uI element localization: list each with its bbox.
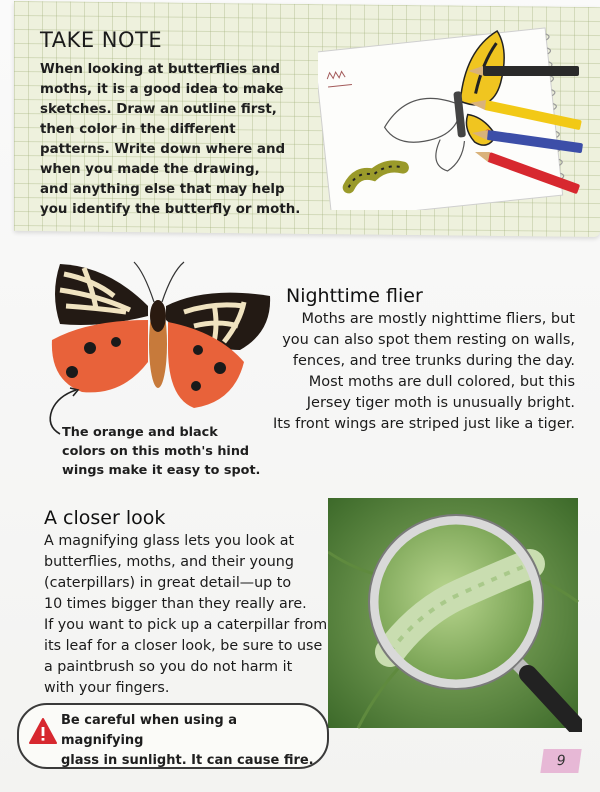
warning-line: Be careful when using a magnifying (61, 713, 238, 748)
take-note-line: When looking at butterflies and (40, 62, 280, 77)
take-note-line: moths, it is a good idea to make (40, 82, 284, 97)
nighttime-flier-title: Nighttime flier (286, 285, 423, 307)
take-note-line: and anything else that may help (40, 182, 285, 197)
take-note-line: patterns. Write down where and (40, 142, 286, 157)
take-note-line: you identify the butterfly or moth. (40, 202, 301, 217)
flier-line: Jersey tiger moth is unusually bright. (306, 395, 575, 411)
flier-line: Its front wings are striped just like a tiger. (272, 416, 575, 432)
flier-line: fences, and tree trunks during the day. (292, 353, 575, 369)
flier-line: Most moths are dull colored, but this (308, 374, 575, 390)
nighttime-flier-text (250, 309, 575, 435)
take-note-title: TAKE NOTE (40, 28, 163, 52)
warning-triangle-icon (29, 717, 57, 745)
sketchbook-illustration (318, 26, 590, 210)
caption-line: wings make it easy to spot. (62, 463, 261, 478)
closer-look-title: A closer look (44, 507, 166, 529)
flier-line: Moths are mostly nighttime fliers, but (301, 311, 575, 327)
flier-line: you can also spot them resting on walls, (282, 332, 575, 348)
warning-line: glass in sunlight. It can cause fire. (61, 753, 314, 768)
page-number: 9 (540, 749, 581, 773)
closer-line: If you want to pick up a caterpillar from (44, 617, 328, 633)
take-note-line: then color in the different (40, 122, 236, 137)
closer-line: butterflies, moths, and their young (44, 554, 294, 570)
closer-line: with your fingers. (44, 680, 170, 696)
closer-line: (caterpillars) in great detail—up to (44, 575, 292, 591)
caption-line: The orange and black (62, 425, 218, 440)
take-note-text (40, 60, 302, 220)
take-note-line: sketches. Draw an outline first, (40, 102, 277, 117)
closer-line: A magnifying glass lets you look at (44, 533, 295, 549)
caption-line: colors on this moth's hind (62, 444, 250, 459)
closer-line: a paintbrush so you do not harm it (44, 659, 293, 675)
closer-look-text (44, 531, 334, 699)
closer-line: 10 times bigger than they really are. (44, 596, 307, 612)
take-note-line: when you made the drawing, (40, 162, 260, 177)
warning-bubble (17, 703, 329, 769)
magnifying-glass-caterpillar-photo (328, 492, 582, 732)
warning-text (61, 711, 321, 771)
moth-caption (62, 423, 277, 480)
closer-line: its leaf for a closer look, be sure to use (44, 638, 323, 654)
